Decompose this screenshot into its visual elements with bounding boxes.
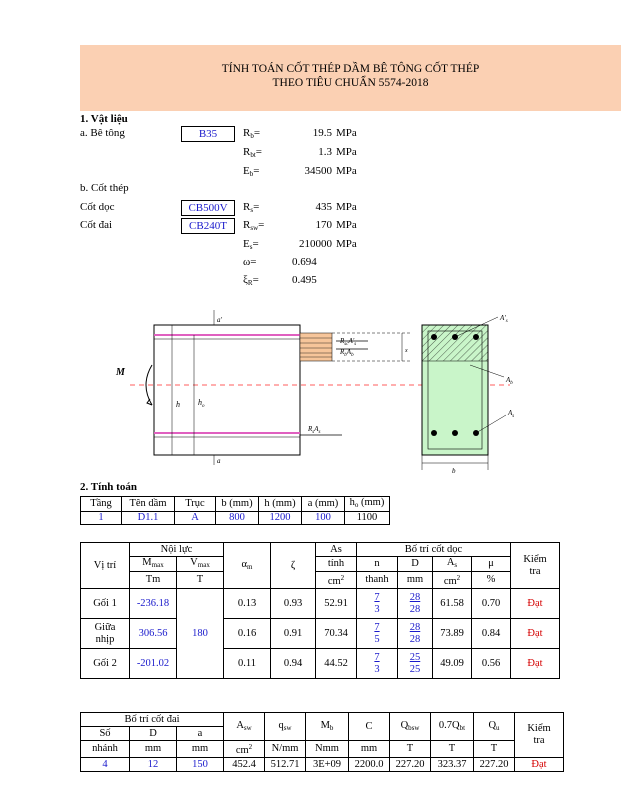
u-cm2: $cm^2$: [316, 572, 357, 589]
row-am: 0.11: [224, 649, 271, 679]
h-vitri: Vị trí: [81, 543, 130, 589]
table-row: [81, 589, 560, 619]
rb-value: 19.5: [312, 127, 332, 139]
cell-h[interactable]: 1200: [259, 512, 302, 525]
row-mu: 0.56: [472, 649, 511, 679]
long-grade-field[interactable]: CB500V: [181, 200, 235, 216]
row-vitri: Gối 1: [81, 589, 130, 619]
ho-label: $h_o$: [198, 398, 205, 409]
h-bo-tri-dai: Bố trí cốt đai: [81, 713, 224, 727]
col-truc: Trục: [175, 497, 216, 512]
row-d[interactable]: 25 25: [398, 649, 433, 679]
row-asb: 61.58: [433, 589, 472, 619]
omega-label: ω=: [243, 256, 257, 268]
row-mmax[interactable]: -236.18: [130, 589, 177, 619]
cell-qsw: 512.71: [265, 758, 306, 772]
h-qsw: $q_{sw}$: [265, 713, 306, 741]
row-mu: 0.70: [472, 589, 511, 619]
row-mmax[interactable]: 306.56: [130, 619, 177, 649]
ab-label: $A_b$: [506, 376, 513, 386]
row-zeta: 0.93: [271, 589, 316, 619]
row-mmax[interactable]: -201.02: [130, 649, 177, 679]
calc-heading: 2. Tính toán: [80, 481, 137, 493]
rsw-label: $R_{sw}=$: [243, 219, 265, 232]
row-asb: 49.09: [433, 649, 472, 679]
omega-value: 0.694: [292, 256, 317, 268]
cell-c: 2200.0: [349, 758, 390, 772]
u-mm: mm: [398, 572, 433, 589]
table-row: [81, 758, 564, 772]
rs-label: $R_s=$: [243, 201, 260, 214]
rsw-value: 170: [315, 219, 332, 231]
row-as: 44.52: [316, 649, 357, 679]
rbt-unit: MPa: [336, 146, 357, 158]
row-d[interactable]: 28 28: [398, 619, 433, 649]
h-mb: $M_b$: [306, 713, 349, 741]
row-as: 52.91: [316, 589, 357, 619]
u-pct: %: [472, 572, 511, 589]
cell-mb: 3E+09: [306, 758, 349, 772]
cell-so-nhanh[interactable]: 4: [81, 758, 130, 772]
rb-unit: MPa: [336, 127, 357, 139]
eb-value: 34500: [304, 165, 332, 177]
moment-label: M: [116, 367, 125, 378]
row-asb: 73.89: [433, 619, 472, 649]
row-mu: 0.84: [472, 619, 511, 649]
compression-block: [300, 333, 410, 361]
b-label: b: [452, 467, 456, 475]
cell-kiem-tra-dai: Đạt: [515, 758, 564, 772]
concrete-grade-field[interactable]: B35: [181, 126, 235, 142]
u-nmm: N/mm: [265, 741, 306, 758]
cell-a-dai[interactable]: 150: [177, 758, 224, 772]
row-vitri: Giữa nhịp: [81, 619, 130, 649]
rs-unit: MPa: [336, 201, 357, 213]
materials-heading: 1. Vật liệu: [80, 113, 128, 125]
row-kiem-tra: Đạt: [511, 589, 560, 619]
h-asw: $A_{sw}$: [224, 713, 265, 741]
table-row: [81, 619, 560, 649]
h-kiem-tra-dai: Kiểm tra: [515, 713, 564, 758]
h-vmax: $V_{max}$: [177, 557, 224, 572]
h-d: D: [398, 557, 433, 572]
cross-section: [422, 317, 506, 470]
u-t2: T: [431, 741, 474, 758]
xir-value: 0.495: [292, 274, 317, 286]
h-as-tinh: tính: [316, 557, 357, 572]
u-thanh: thanh: [357, 572, 398, 589]
row-am: 0.13: [224, 589, 271, 619]
es-unit: MPa: [336, 238, 357, 250]
col-a: a (mm): [302, 497, 345, 512]
u-t3: T: [474, 741, 515, 758]
h-label: h: [176, 400, 180, 409]
row-kiem-tra: Đạt: [511, 619, 560, 649]
stirrup-table: [80, 712, 564, 772]
x-label: x: [405, 348, 408, 354]
rsc-as-label: $R_{sc}A'_s$: [340, 337, 357, 347]
row-vmax[interactable]: 180: [177, 589, 224, 679]
cell-qbsw: 227.20: [390, 758, 431, 772]
main-table: [80, 542, 560, 679]
rs-value: 435: [315, 201, 332, 213]
stir-grade-field[interactable]: CB240T: [181, 218, 235, 234]
rsw-unit: MPa: [336, 219, 357, 231]
h-d-dai: D: [130, 727, 177, 741]
rs-as-label: $R_sA_s$: [308, 425, 321, 435]
cell-tang[interactable]: 1: [81, 512, 122, 525]
es-value: 210000: [299, 238, 332, 250]
es-label: $E_s=$: [243, 238, 259, 251]
steel-label: b. Cốt thép: [80, 182, 129, 194]
col-ho: $h_o$ (mm): [345, 497, 390, 512]
cell-d-dai[interactable]: 12: [130, 758, 177, 772]
u-mm-d: mm: [130, 741, 177, 758]
h-zeta: ζ: [271, 543, 316, 589]
as-bot-label: $A_s$: [508, 409, 515, 419]
row-n[interactable]: 7 3: [357, 589, 398, 619]
beam-diagram: [110, 305, 530, 475]
h-asb: $A_s$: [433, 557, 472, 572]
title-line-1: TÍNH TOÁN CỐT THÉP DẦM BÊ TÔNG CỐT THÉP: [221, 63, 480, 75]
eb-unit: MPa: [336, 165, 357, 177]
as-top-label: $A'_s$: [500, 314, 508, 324]
row-n[interactable]: 7 5: [357, 619, 398, 649]
h-a-dai: a: [177, 727, 224, 741]
h-am: $\alpha_m$: [224, 543, 271, 589]
rb-ab-label: $R_bA_b$: [340, 348, 354, 358]
h-qbsw: $Q_{bsw}$: [390, 713, 431, 741]
a2-label: a': [217, 316, 222, 324]
col-tang: Tầng: [81, 497, 122, 512]
row-as: 70.34: [316, 619, 357, 649]
eb-label: $E_b=$: [243, 165, 260, 178]
rb-label: $R_b=$: [243, 127, 261, 140]
rbt-value: 1.3: [318, 146, 332, 158]
h-noiluc: Nội lực: [130, 543, 224, 557]
row-vitri: Gối 2: [81, 649, 130, 679]
row-zeta: 0.91: [271, 619, 316, 649]
u-tm: Tm: [130, 572, 177, 589]
title-banner: [80, 45, 621, 111]
u-t1: T: [390, 741, 431, 758]
row-n[interactable]: 7 3: [357, 649, 398, 679]
cell-qu: 227.20: [474, 758, 515, 772]
u-nmm2: Nmm: [306, 741, 349, 758]
beam-info-table: [80, 496, 390, 525]
cell-a[interactable]: 100: [302, 512, 345, 525]
h-nhanh: nhánh: [81, 741, 130, 758]
row-d[interactable]: 28 28: [398, 589, 433, 619]
u-mm-c: mm: [349, 741, 390, 758]
u-cm2b: $cm^2$: [433, 572, 472, 589]
h-mmax: $M_{max}$: [130, 557, 177, 572]
row-zeta: 0.94: [271, 649, 316, 679]
u-t: T: [177, 572, 224, 589]
h-so: Số: [81, 727, 130, 741]
h-bo-tri: Bố trí cốt dọc: [357, 543, 511, 557]
rbt-label: $R_{bt}=$: [243, 146, 263, 159]
row-am: 0.16: [224, 619, 271, 649]
a-label: a: [217, 457, 221, 465]
cell-truc[interactable]: A: [175, 512, 216, 525]
stir-label: Cốt đai: [80, 219, 113, 231]
h-n: n: [357, 557, 398, 572]
title-line-2: THEO TIÊU CHUẨN 5574-2018: [272, 77, 429, 89]
table-row: [81, 649, 560, 679]
row-kiem-tra: Đạt: [511, 649, 560, 679]
cell-b[interactable]: 800: [216, 512, 259, 525]
u-mm-a: mm: [177, 741, 224, 758]
h-c: C: [349, 713, 390, 741]
cell-ho: 1100: [345, 512, 390, 525]
col-h: h (mm): [259, 497, 302, 512]
col-ten-dam: Tên dầm: [122, 497, 175, 512]
concrete-label: a. Bê tông: [80, 127, 125, 139]
h-mu: μ: [472, 557, 511, 572]
long-label: Cốt dọc: [80, 201, 115, 213]
h-kiem-tra: Kiểm tra: [511, 543, 560, 589]
xir-label: $\xi_R=$: [243, 274, 259, 287]
h-qu: $Q_u$: [474, 713, 515, 741]
col-b: b (mm): [216, 497, 259, 512]
h-qbt: $0.7Q_{bt}$: [431, 713, 474, 741]
h-as: As: [316, 543, 357, 557]
cell-asw: 452.4: [224, 758, 265, 772]
u-cm2-asw: $cm^2$: [224, 741, 265, 758]
cell-ten-dam[interactable]: D1.1: [122, 512, 175, 525]
cell-qbt: 323.37: [431, 758, 474, 772]
